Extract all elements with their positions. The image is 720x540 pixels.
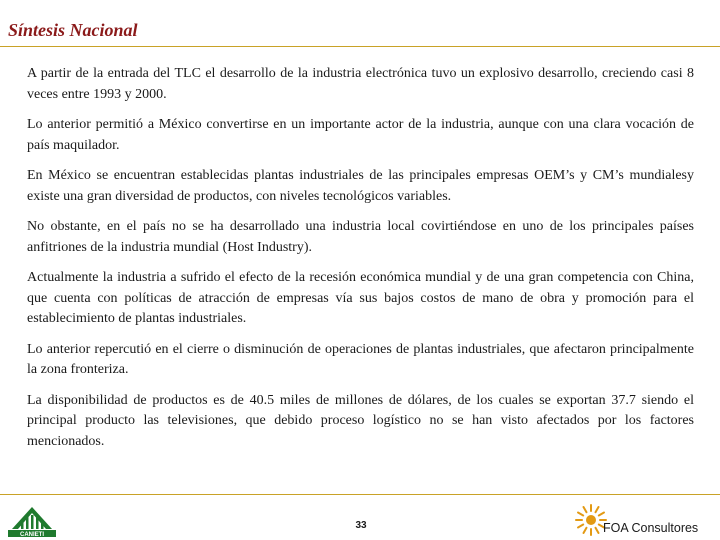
page-number: 33: [355, 520, 367, 531]
company-name: FOA Consultores: [603, 521, 699, 535]
canieti-logo-text: CANIETI: [20, 532, 44, 537]
paragraph: Lo anterior repercutió en el cierre o disminución de operaciones de plantas industriales, que afectaron principalmente la zona fronteriza.: [27, 341, 694, 377]
paragraph: Lo anterior permitió a México convertirse en un importante actor de la industria, aunque con una clara vocación de país maquilador.: [27, 117, 694, 153]
paragraph: La disponibilidad de productos es de 40.5 miles de millones de dólares, de los cuales se exportan 37.7 siendo el principal producto las televisiones, que debido proceso logístico no se han visto afectados por los factores mencionados.: [27, 392, 694, 449]
body-text: [27, 64, 694, 462]
paragraph: A partir de la entrada del TLC el desarrollo de la industria electrónica tuvo un explosivo desarrollo, creciendo casi 8 veces entre 1993 y 2000.: [27, 66, 694, 102]
canieti-emblem-icon: [12, 507, 52, 529]
page-title: Síntesis Nacional: [8, 20, 138, 40]
canieti-logo: [6, 505, 58, 537]
paragraph: En México se encuentran establecidas plantas industriales de las principales empresas OEM’s y CM’s mundialesy existe una gran diversidad de productos, con niveles tecnológicos variables.: [27, 168, 694, 204]
footer-divider: [0, 494, 720, 495]
paragraph: No obstante, en el país no se ha desarrollado una industria local covirtiéndose en uno de los principales países anfitriones de la industria mundial (Host Industry).: [27, 219, 694, 255]
paragraph: Actualmente la industria a sufrido el efecto de la recesión económica mundial y de una gran competencia con China, que cuenta con políticas de atracción de empresas vía sus bajos costos de mano de obra y promoción para el establecimiento de plantas industriales.: [27, 270, 694, 326]
header-divider: [0, 46, 720, 47]
